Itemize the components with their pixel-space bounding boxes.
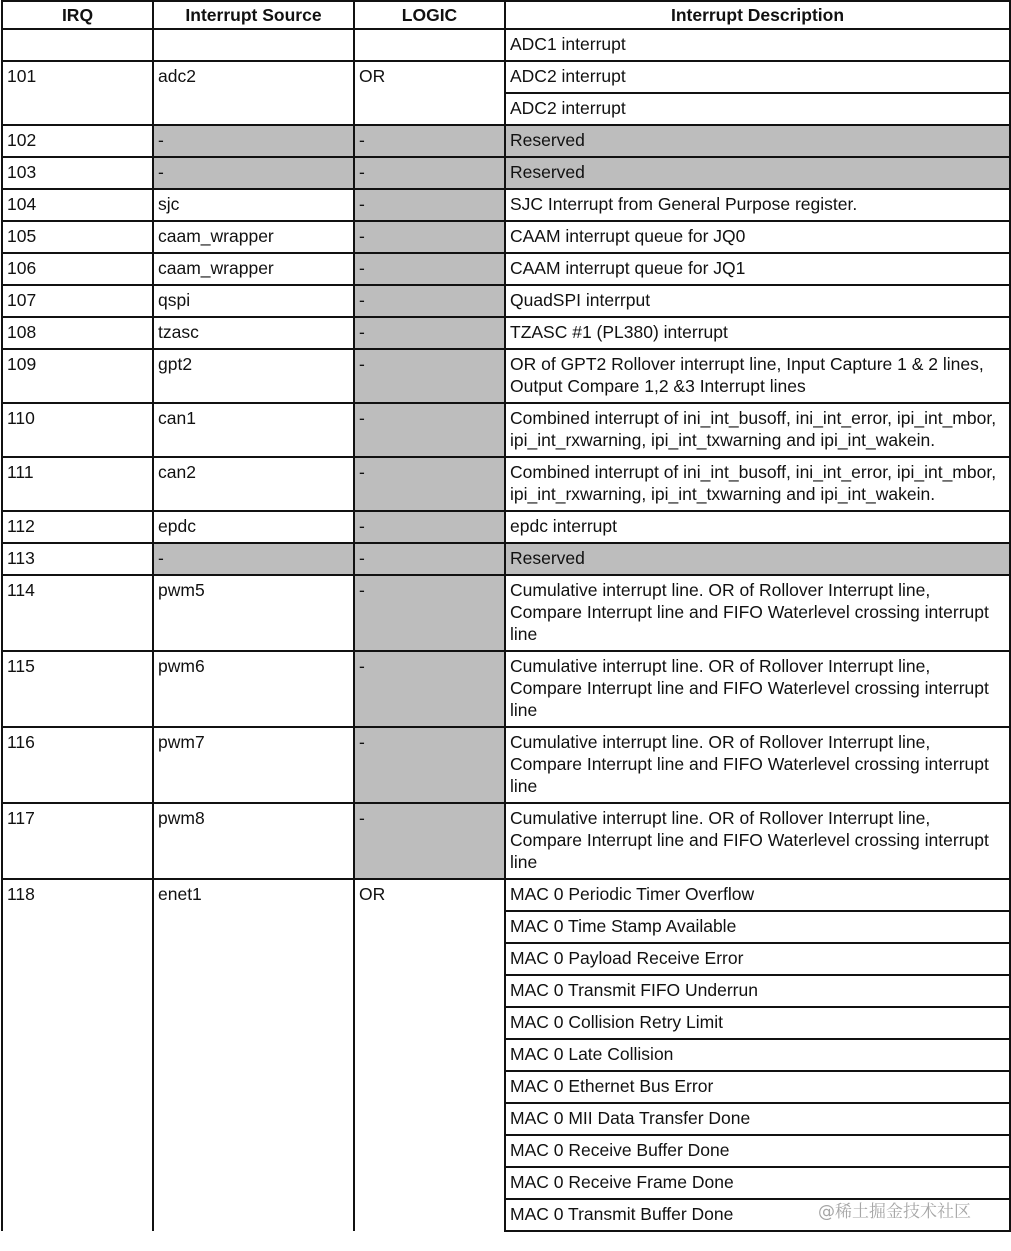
logic-cell: - [354, 349, 505, 403]
source-cell: can1 [153, 403, 354, 457]
source-cell: qspi [153, 285, 354, 317]
table-row [2, 543, 1010, 575]
irq-cell: 118 [2, 879, 153, 1231]
table-row [2, 879, 1010, 911]
header-interrupt-description: Interrupt Description [505, 1, 1010, 29]
watermark: @稀土掘金技术社区 [818, 1202, 971, 1222]
table-row [2, 29, 1010, 61]
source-cell: pwm8 [153, 803, 354, 879]
irq-cell: 112 [2, 511, 153, 543]
logic-cell: - [354, 511, 505, 543]
irq-cell: 110 [2, 403, 153, 457]
description-cell: Cumulative interrupt line. OR of Rollover Interrupt line, Compare Interrupt line and FIFO Waterlevel crossing interrupt line [505, 727, 1010, 803]
logic-cell: - [354, 253, 505, 285]
source-cell: - [153, 157, 354, 189]
source-cell: tzasc [153, 317, 354, 349]
description-cell: Reserved [505, 543, 1010, 575]
description-cell: MAC 0 Transmit Buffer Done [505, 1199, 1010, 1231]
table-row [2, 457, 1010, 511]
header-irq: IRQ [2, 1, 153, 29]
irq-cell: 109 [2, 349, 153, 403]
description-cell: MAC 0 Receive Frame Done [505, 1167, 1010, 1199]
source-cell: pwm7 [153, 727, 354, 803]
irq-cell: 105 [2, 221, 153, 253]
table-row [2, 317, 1010, 349]
logic-cell: - [354, 651, 505, 727]
source-cell: - [153, 125, 354, 157]
description-cell: MAC 0 Receive Buffer Done [505, 1135, 1010, 1167]
source-cell: caam_wrapper [153, 253, 354, 285]
header-logic: LOGIC [354, 1, 505, 29]
irq-cell: 116 [2, 727, 153, 803]
description-cell: QuadSPI interrput [505, 285, 1010, 317]
logic-cell: - [354, 317, 505, 349]
description-cell: MAC 0 Transmit FIFO Underrun [505, 975, 1010, 1007]
table-body [2, 29, 1010, 1231]
irq-cell: 106 [2, 253, 153, 285]
source-cell: pwm5 [153, 575, 354, 651]
description-cell: CAAM interrupt queue for JQ1 [505, 253, 1010, 285]
description-cell: OR of GPT2 Rollover interrupt line, Input Capture 1 & 2 lines, Output Compare 1,2 &3 Interrupt lines [505, 349, 1010, 403]
source-cell: epdc [153, 511, 354, 543]
source-cell: - [153, 543, 354, 575]
logic-cell: - [354, 575, 505, 651]
logic-cell: - [354, 727, 505, 803]
source-cell: adc2 [153, 61, 354, 125]
irq-cell: 111 [2, 457, 153, 511]
table-row [2, 189, 1010, 221]
logic-cell: - [354, 125, 505, 157]
table-row [2, 221, 1010, 253]
logic-cell: OR [354, 61, 505, 125]
table-row [2, 61, 1010, 93]
source-cell: can2 [153, 457, 354, 511]
logic-cell: - [354, 157, 505, 189]
logic-cell: - [354, 543, 505, 575]
table-row [2, 253, 1010, 285]
table-row [2, 349, 1010, 403]
source-cell: caam_wrapper [153, 221, 354, 253]
interrupt-table [1, 0, 1011, 1232]
source-cell: pwm6 [153, 651, 354, 727]
irq-cell: 104 [2, 189, 153, 221]
logic-cell [354, 29, 505, 61]
source-cell [153, 29, 354, 61]
header-interrupt-source: Interrupt Source [153, 1, 354, 29]
table-row [2, 511, 1010, 543]
irq-cell: 103 [2, 157, 153, 189]
source-cell: gpt2 [153, 349, 354, 403]
table-row [2, 125, 1010, 157]
irq-cell: 102 [2, 125, 153, 157]
description-cell: Reserved [505, 125, 1010, 157]
irq-cell: 113 [2, 543, 153, 575]
description-cell: MAC 0 Payload Receive Error [505, 943, 1010, 975]
logic-cell: OR [354, 879, 505, 1231]
description-cell: Combined interrupt of ini_int_busoff, ini_int_error, ipi_int_mbor, ipi_int_rxwarning, ipi_int_txwarning and ipi_int_wakein. [505, 457, 1010, 511]
description-cell: Combined interrupt of ini_int_busoff, ini_int_error, ipi_int_mbor, ipi_int_rxwarning, ipi_int_txwarning and ipi_int_wakein. [505, 403, 1010, 457]
table-row [2, 727, 1010, 803]
table-row [2, 285, 1010, 317]
description-cell: epdc interrupt [505, 511, 1010, 543]
header-row [2, 1, 1010, 29]
table-row [2, 157, 1010, 189]
description-cell: MAC 0 Periodic Timer Overflow [505, 879, 1010, 911]
description-cell: ADC2 interrupt [505, 93, 1010, 125]
table-row [2, 403, 1010, 457]
description-cell: CAAM interrupt queue for JQ0 [505, 221, 1010, 253]
description-cell: MAC 0 MII Data Transfer Done [505, 1103, 1010, 1135]
irq-cell: 115 [2, 651, 153, 727]
irq-cell: 117 [2, 803, 153, 879]
source-cell: enet1 [153, 879, 354, 1231]
description-cell: ADC2 interrupt [505, 61, 1010, 93]
description-cell: TZASC #1 (PL380) interrupt [505, 317, 1010, 349]
source-cell: sjc [153, 189, 354, 221]
description-cell: ADC1 interrupt [505, 29, 1010, 61]
logic-cell: - [354, 189, 505, 221]
description-cell: MAC 0 Time Stamp Available [505, 911, 1010, 943]
table-row [2, 803, 1010, 879]
logic-cell: - [354, 285, 505, 317]
table-row [2, 651, 1010, 727]
logic-cell: - [354, 457, 505, 511]
description-cell: Reserved [505, 157, 1010, 189]
description-cell: Cumulative interrupt line. OR of Rollover Interrupt line, Compare Interrupt line and FIFO Waterlevel crossing interrupt line [505, 575, 1010, 651]
description-cell: Cumulative interrupt line. OR of Rollover Interrupt line, Compare Interrupt line and FIFO Waterlevel crossing interrupt line [505, 803, 1010, 879]
irq-cell: 114 [2, 575, 153, 651]
description-cell: MAC 0 Ethernet Bus Error [505, 1071, 1010, 1103]
logic-cell: - [354, 403, 505, 457]
description-cell: MAC 0 Collision Retry Limit [505, 1007, 1010, 1039]
logic-cell: - [354, 803, 505, 879]
description-cell: SJC Interrupt from General Purpose register. [505, 189, 1010, 221]
description-cell: MAC 0 Late Collision [505, 1039, 1010, 1071]
irq-cell: 107 [2, 285, 153, 317]
logic-cell: - [354, 221, 505, 253]
table-row [2, 575, 1010, 651]
description-cell: Cumulative interrupt line. OR of Rollover Interrupt line, Compare Interrupt line and FIFO Waterlevel crossing interrupt line [505, 651, 1010, 727]
irq-cell [2, 29, 153, 61]
irq-cell: 101 [2, 61, 153, 125]
irq-cell: 108 [2, 317, 153, 349]
